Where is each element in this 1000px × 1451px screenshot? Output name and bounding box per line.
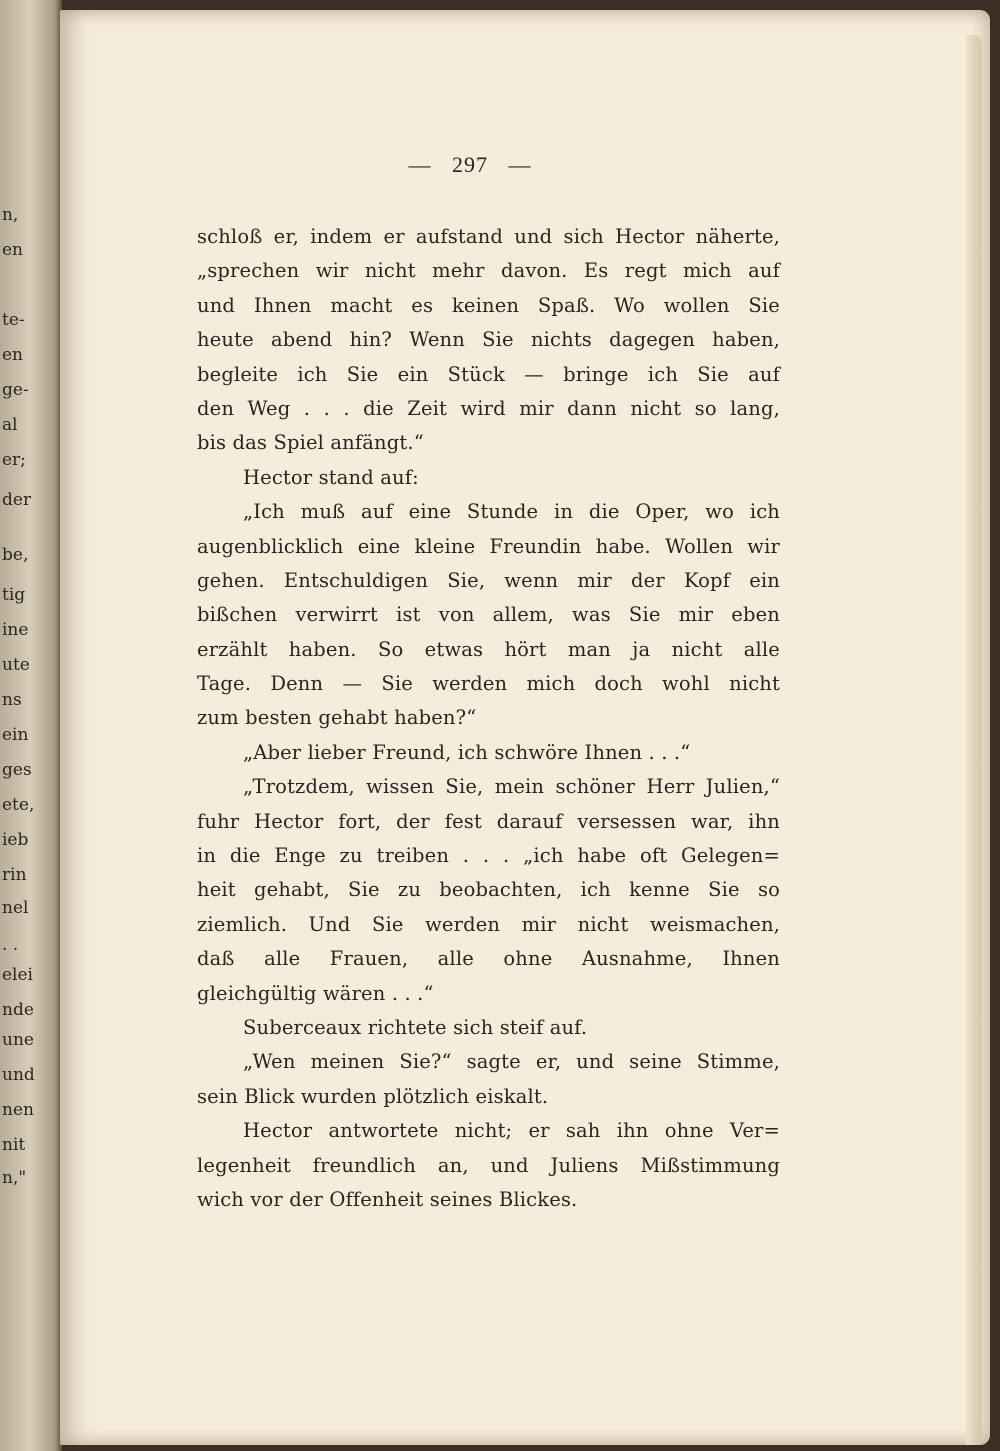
text-line: bißchen verwirrt ist von allem, was Sie mir eben — [197, 603, 780, 627]
previous-page-fragment: ute — [2, 655, 30, 675]
page-number: 297 — [452, 152, 488, 177]
text-line: Suberceaux richtete sich steif auf. — [243, 1015, 588, 1039]
previous-page-fragment: te- — [2, 310, 25, 330]
previous-page-fragment: er; — [2, 450, 26, 470]
text-line: heit gehabt, Sie zu beobachten, ich kenne Sie so — [197, 878, 780, 902]
text-line: begleite ich Sie ein Stück — bringe ich Sie auf — [197, 362, 780, 386]
body-text — [197, 220, 780, 1217]
previous-page-fragment: ge- — [2, 380, 29, 400]
text-line: erzählt haben. So etwas hört man ja nicht alle — [197, 637, 780, 661]
previous-page-fragment: n, — [2, 205, 19, 225]
previous-page-fragment: rin — [2, 865, 27, 885]
text-line: daß alle Frauen, alle ohne Ausnahme, Ihnen — [197, 947, 780, 971]
previous-page-fragment: en — [2, 240, 24, 260]
previous-page-fragment: und — [2, 1065, 35, 1085]
previous-page-fragment: der — [2, 490, 32, 510]
text-line: in die Enge zu treiben . . . „ich habe oft Gelegen= — [197, 844, 780, 868]
text-line: und Ihnen macht es keinen Spaß. Wo wollen Sie — [197, 293, 780, 317]
header-dash-left: — — [408, 152, 432, 177]
previous-page-fragment: tig — [2, 585, 26, 605]
text-line: „Ich muß auf eine Stunde in die Oper, wo ich — [243, 500, 780, 524]
text-line: „Trotzdem, wissen Sie, mein schöner Herr Julien,“ — [243, 775, 780, 799]
text-line: zum besten gehabt haben?“ — [197, 706, 477, 730]
text-line: heute abend hin? Wenn Sie nichts dagegen haben, — [197, 328, 780, 352]
text-line: ziemlich. Und Sie werden mir nicht weismachen, — [197, 912, 780, 936]
previous-page-fragment: . . — [2, 935, 19, 955]
previous-page-fragment: ges — [2, 760, 32, 780]
text-line: den Weg . . . die Zeit wird mir dann nicht so lang, — [197, 396, 780, 420]
page-header — [360, 152, 580, 178]
text-line: gleichgültig wären . . .“ — [197, 981, 434, 1005]
text-line: „Aber lieber Freund, ich schwöre Ihnen . . .“ — [243, 740, 691, 764]
previous-page-fragment: elei — [2, 965, 33, 985]
previous-page-fragment: ine — [2, 620, 29, 640]
previous-page-fragment: nit — [2, 1135, 26, 1155]
previous-page-fragment: une — [2, 1030, 34, 1050]
text-line: wich vor der Offenheit seines Blickes. — [197, 1187, 578, 1211]
text-line: gehen. Entschuldigen Sie, wenn mir der Kopf ein — [197, 568, 780, 592]
previous-page-fragment: n," — [2, 1168, 27, 1188]
previous-page-fragment: be, — [2, 545, 29, 565]
previous-page-fragment: ete, — [2, 795, 35, 815]
text-line: Tage. Denn — Sie werden mich doch wohl nicht — [197, 672, 780, 696]
previous-page-fragment: ieb — [2, 830, 29, 850]
previous-page-fragments — [0, 0, 40, 1451]
previous-page-fragment: nel — [2, 898, 29, 918]
header-dash-right: — — [508, 152, 532, 177]
previous-page-fragment: en — [2, 345, 24, 365]
text-line: augenblicklich eine kleine Freundin habe. Wollen wir — [197, 534, 780, 558]
text-line: fuhr Hector fort, der fest darauf versessen war, ihn — [197, 809, 780, 833]
text-line: Hector stand auf: — [243, 465, 419, 489]
text-line: „sprechen wir nicht mehr davon. Es regt mich auf — [197, 259, 780, 283]
previous-page-fragment: nen — [2, 1100, 34, 1120]
text-line: Hector antwortete nicht; er sah ihn ohne Ver= — [243, 1119, 780, 1143]
text-line: legenheit freundlich an, und Juliens Mißstimmung — [197, 1153, 780, 1177]
previous-page-fragment: nde — [2, 1000, 34, 1020]
text-line: bis das Spiel anfängt.“ — [197, 431, 424, 455]
text-line: sein Blick wurden plötzlich eiskalt. — [197, 1084, 549, 1108]
previous-page-fragment: al — [2, 415, 18, 435]
previous-page-fragment: ns — [2, 690, 22, 710]
previous-page-edge — [0, 0, 62, 1451]
text-line: „Wen meinen Sie?“ sagte er, und seine Stimme, — [243, 1050, 780, 1074]
previous-page-fragment: ein — [2, 725, 29, 745]
text-line: schloß er, indem er aufstand und sich Hector näherte, — [197, 225, 780, 248]
page-edge — [966, 35, 982, 1445]
